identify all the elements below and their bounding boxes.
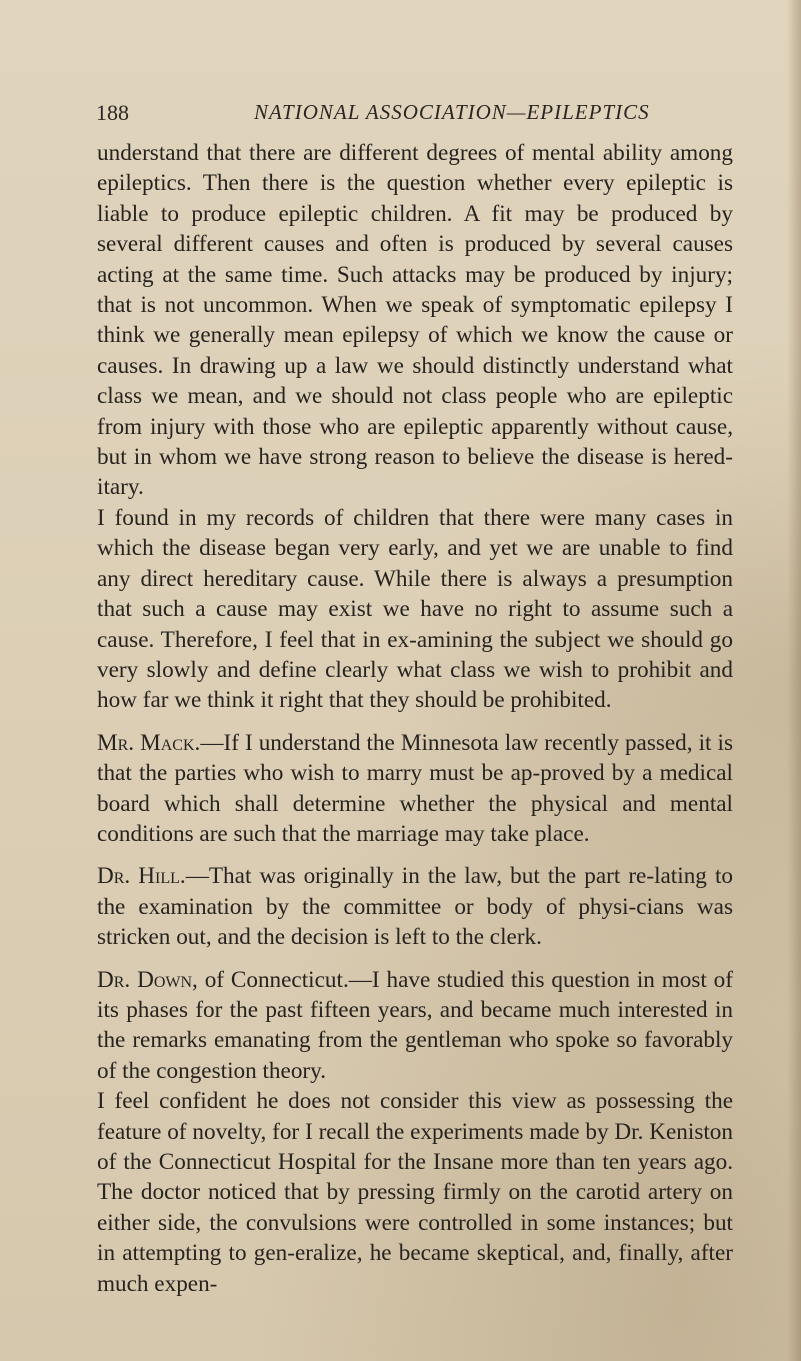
body-text [97, 138, 733, 1299]
running-title: NATIONAL ASSOCIATION—EPILEPTICS [254, 100, 650, 124]
page-edge-shadow [787, 0, 801, 1361]
paragraph-4 [97, 861, 733, 952]
speaker-mack: Mr. Mack. [97, 729, 201, 756]
paragraph-6-text: I feel confident he does not consider this view as possessing the feature of novelty, for I recall the experiments made by Dr. Keniston of the Connecticut Hospital for the Insane more than ten years ago. The doctor noticed that by pressing firmly on the carotid artery on either side, the convulsions were controlled in some instances; but in attempting to gen-eralize, he became skeptical, and, finally, after much expen- [97, 1088, 733, 1297]
speaker-down: Dr. Down, [97, 966, 198, 993]
paragraph-2 [97, 503, 733, 716]
paragraph-6 [97, 1086, 733, 1299]
paragraph-1-text: understand that there are different degrees of mental ability among epileptics. Then there is the question whether every epileptic is liable to produce epileptic children. A fit may be produced by several different causes and often is produced by several causes acting at the same time. Such attacks may be produced by injury; that is not uncommon. When we speak of symptomatic epilepsy I think we generally mean epilepsy of which we know the cause or causes. In drawing up a law we should distinctly understand what class we mean, and we should not class people who are epileptic from injury with those who are epileptic apparently without cause, but in whom we have strong reason to believe the disease is hered-itary. [97, 140, 733, 501]
paragraph-3-text: —If I understand the Minnesota law recently passed, it is that the parties who wish to marry must be ap-proved by a medical board which shall determine whether the physical and mental conditions are such that the marriage may take place. [97, 729, 733, 847]
paragraph-3 [97, 728, 733, 850]
paragraph-4-text: —That was originally in the law, but the part re-lating to the examination by the committee or body of physi-cians was stricken out, and the decision is left to the clerk. [97, 863, 733, 951]
page-number: 188 [96, 100, 129, 125]
paragraph-1 [97, 138, 733, 503]
paragraph-5-text: of Connecticut.—I have studied this question in most of its phases for the past fifteen years, and became much interested in the remarks emanating from the gentleman who spoke so favorably of the congestion theory. [97, 966, 734, 1084]
paragraph-5 [97, 965, 733, 1087]
speaker-hill: Dr. Hill. [97, 863, 186, 890]
paragraph-2-text: I found in my records of children that there were many cases in which the disease began very early, and yet we are unable to find any direct hereditary cause. While there is always a presumption that such a cause may exist we have no right to assume such a cause. Therefore, I feel that in ex-amining the subject we should go very slowly and define clearly what class we wish to prohibit and how far we think it right that they should be prohibited. [97, 504, 733, 714]
